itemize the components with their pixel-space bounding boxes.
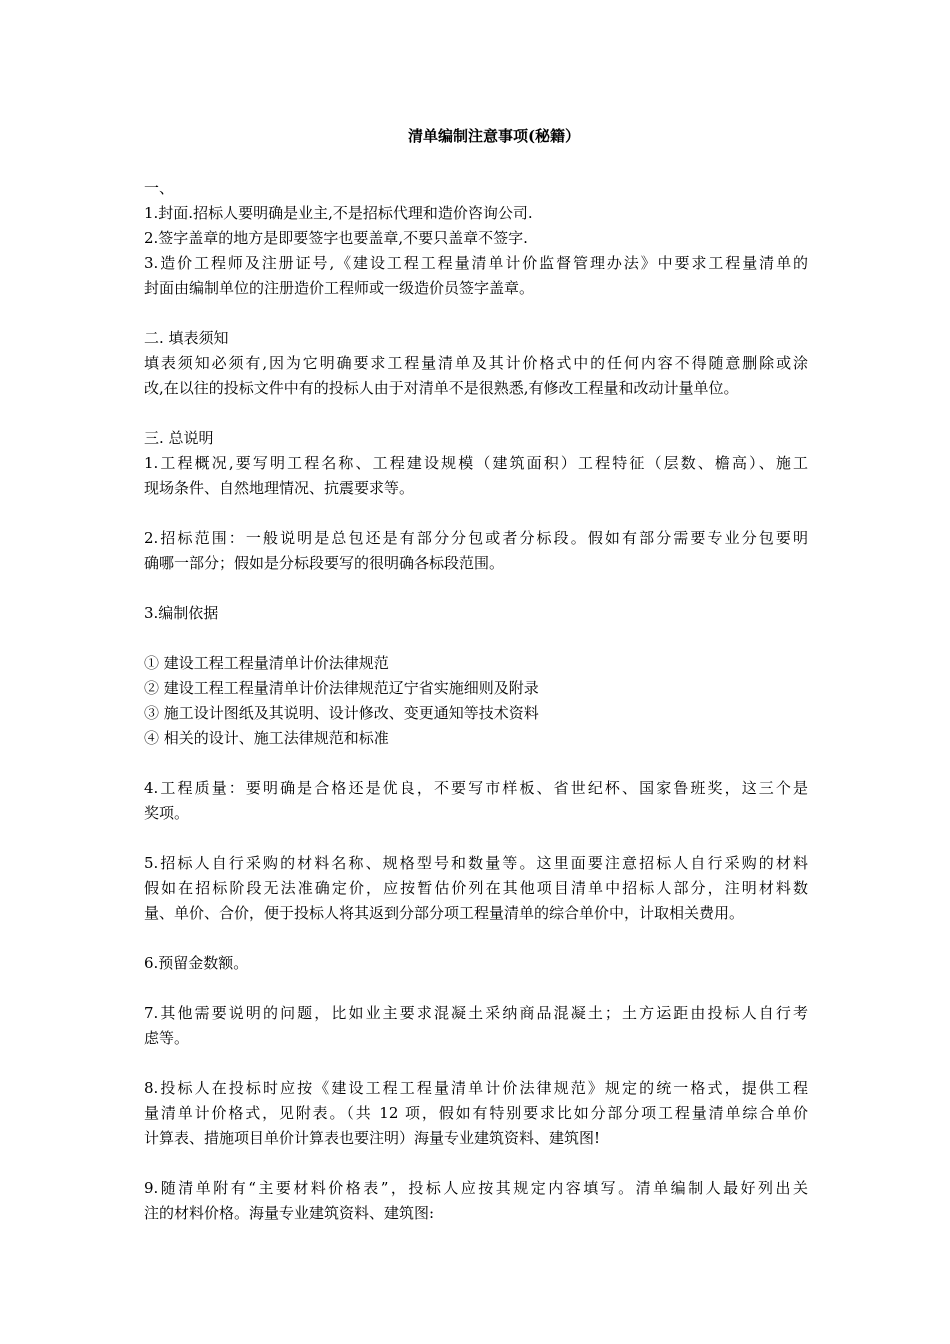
text-line: 5.招标人自行采购的材料名称、规格型号和数量等。这里面要注意招标人自行采购的材料 — [144, 854, 808, 872]
text-line: 封面由编制单位的注册造价工程师或一级造价员签字盖章。 — [144, 279, 535, 297]
text-line: 奖项。 — [144, 804, 190, 822]
text-line: 3.编制依据 — [144, 604, 219, 622]
text-line: ④ 相关的设计、施工法律规范和标准 — [144, 729, 389, 747]
text-line: 9.随清单附有“主要材料价格表”，投标人应按其规定内容填写。清单编制人最好列出关 — [144, 1179, 808, 1197]
text-line: 假如在招标阶段无法准确定价，应按暂估价列在其他项目清单中招标人部分，注明材料数 — [144, 879, 808, 897]
blank-line — [144, 751, 808, 776]
text-line: 8.投标人在投标时应按《建设工程工程量清单计价法律规范》规定的统一格式，提供工程 — [144, 1079, 808, 1097]
text-line: 6.预留金数额。 — [144, 954, 249, 972]
text-line: ② 建设工程工程量清单计价法律规范辽宁省实施细则及附录 — [144, 679, 539, 697]
document-title: 清单编制注意事项(秘籍） — [407, 127, 581, 145]
text-line: 二. 填表须知 — [144, 329, 229, 347]
text-line: ③ 施工设计图纸及其说明、设计修改、变更通知等技术资料 — [144, 704, 539, 722]
text-line: 改,在以往的投标文件中有的投标人由于对清单不是很熟悉,有修改工程量和改动计量单位。 — [144, 379, 739, 397]
text-line: 一、 — [144, 179, 175, 197]
blank-line — [144, 1151, 808, 1176]
text-line: 3.造价工程师及注册证号,《建设工程工程量清单计价监督管理办法》中要求工程量清单的 — [144, 254, 808, 272]
blank-line — [144, 626, 808, 651]
text-line: 2.签字盖章的地方是即要签字也要盖章,不要只盖章不签字. — [144, 229, 528, 247]
text-line: 量清单计价格式，见附表。（共 12 项，假如有特别要求比如分部分项工程量清单综合单价 — [144, 1104, 808, 1122]
text-line: ① 建设工程工程量清单计价法律规范 — [144, 654, 389, 672]
blank-line — [144, 976, 808, 1001]
blank-line — [144, 576, 808, 601]
text-line: 量、单价、合价，便于投标人将其返到分部分项工程量清单的综合单价中，计取相关费用。 — [144, 904, 745, 922]
text-line: 填表须知必须有,因为它明确要求工程量清单及其计价格式中的任何内容不得随意删除或涂 — [144, 354, 808, 372]
document-body — [144, 176, 808, 1226]
text-line: 注的材料价格。海量专业建筑资料、建筑图: — [144, 1204, 435, 1222]
text-line: 4.工程质量：要明确是合格还是优良，不要写市样板、省世纪杯、国家鲁班奖，这三个是 — [144, 779, 808, 797]
text-line: 现场条件、自然地理情况、抗震要求等。 — [144, 479, 415, 497]
blank-line — [144, 1051, 808, 1076]
text-line: 三. 总说明 — [144, 429, 214, 447]
text-line: 1.封面.招标人要明确是业主,不是招标代理和造价咨询公司. — [144, 204, 533, 222]
text-line: 7.其他需要说明的问题，比如业主要求混凝土采纳商品混凝土；土方运距由投标人自行考 — [144, 1004, 808, 1022]
text-line: 计算表、措施项目单价计算表也要注明）海量专业建筑资料、建筑图! — [144, 1129, 601, 1147]
text-line: 1.工程概况,要写明工程名称、工程建设规模（建筑面积）工程特征（层数、檐高）、施工 — [144, 454, 808, 472]
blank-line — [144, 401, 808, 426]
text-line: 确哪一部分；假如是分标段要写的很明确各标段范围。 — [144, 554, 505, 572]
blank-line — [144, 926, 808, 951]
text-line: 虑等。 — [144, 1029, 190, 1047]
blank-line — [144, 501, 808, 526]
text-line: 2.招标范围：一般说明是总包还是有部分分包或者分标段。假如有部分需要专业分包要明 — [144, 529, 808, 547]
blank-line — [144, 826, 808, 851]
blank-line — [144, 301, 808, 326]
